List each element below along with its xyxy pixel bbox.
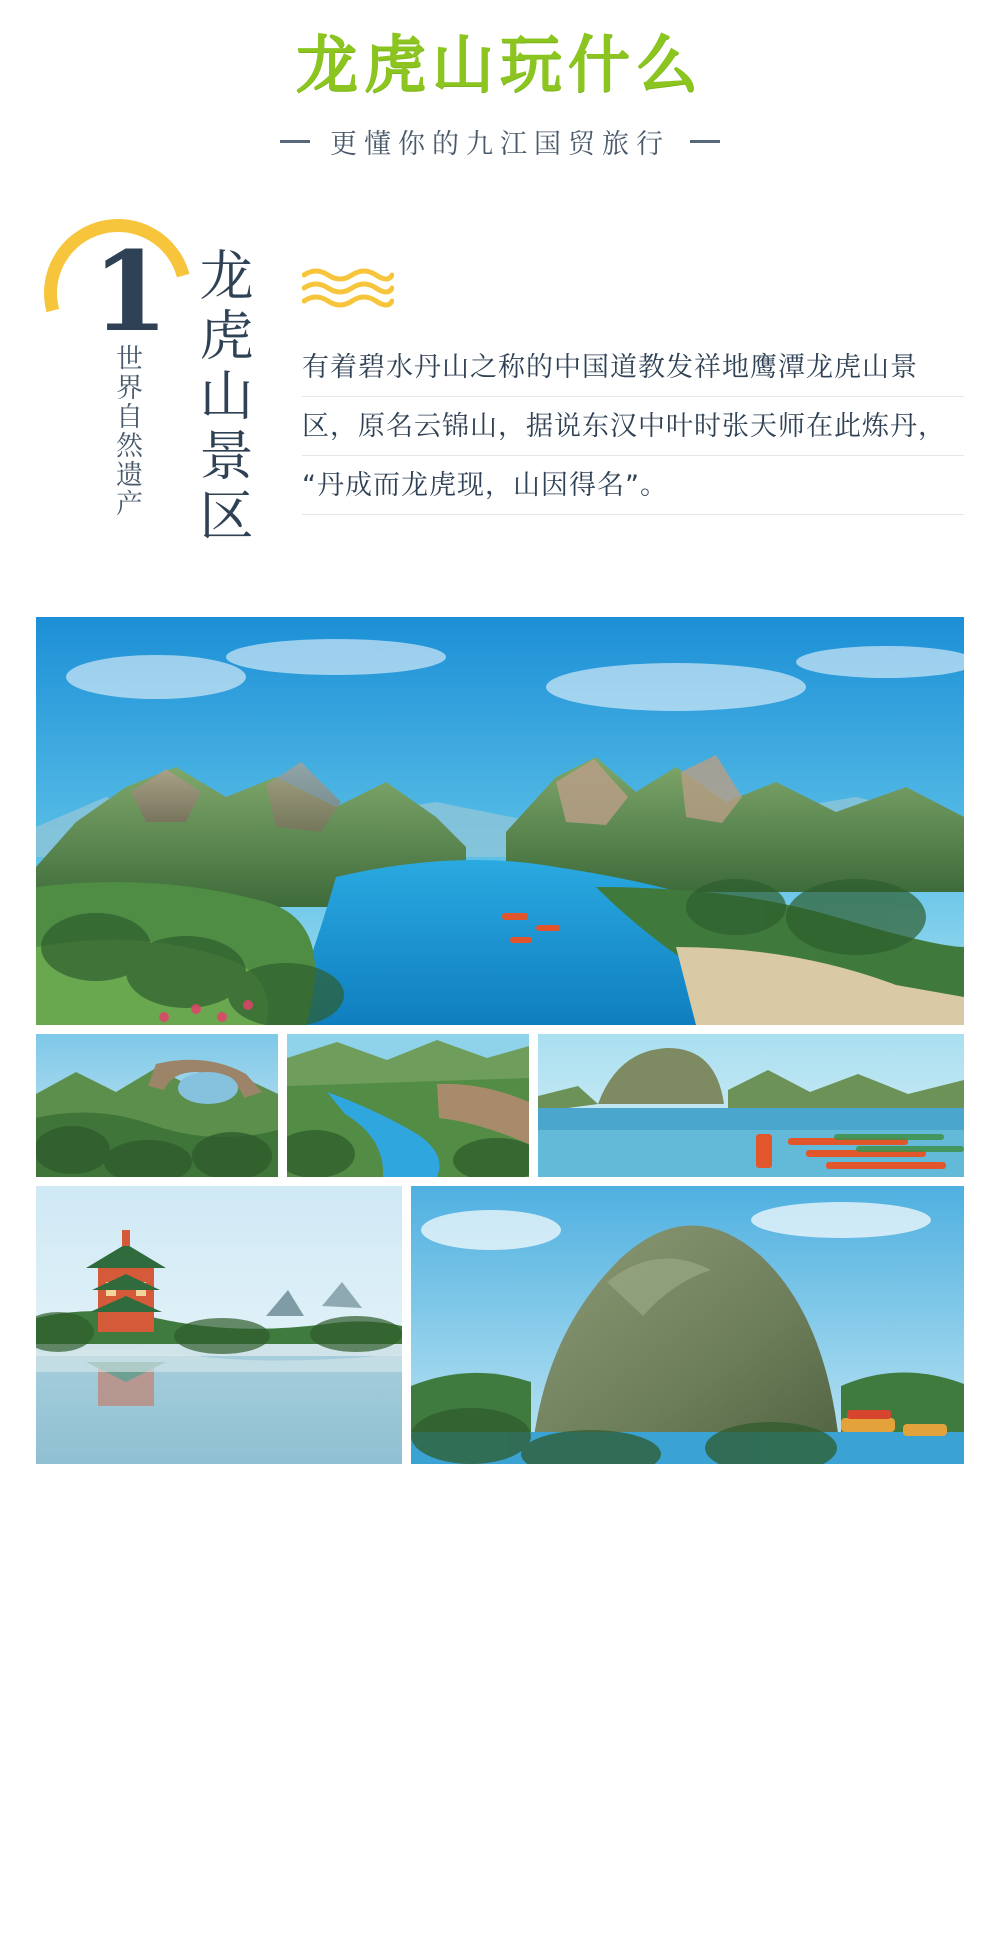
section-vertical-caption: 世界自然遗产 bbox=[111, 343, 142, 518]
section-paragraph: 有着碧水丹山之称的中国道教发祥地鹰潭龙虎山景区，原名云锦山，据说东汉中叶时张天师在此炼丹，“丹成而龙虎现，山因得名”。 bbox=[302, 338, 964, 516]
photo-thumb-xiangbishan bbox=[36, 1034, 278, 1177]
divider-dash-left bbox=[280, 140, 310, 143]
photo-thumb-river-aerial bbox=[287, 1034, 529, 1177]
photo-gallery bbox=[0, 617, 1000, 1513]
section-heading bbox=[36, 209, 964, 587]
photo-hero-longhushan bbox=[36, 617, 964, 1025]
gallery-row-bottom bbox=[36, 1186, 964, 1464]
section-body bbox=[302, 267, 964, 516]
section-number-block bbox=[36, 209, 196, 539]
photo-rock-and-boats bbox=[411, 1186, 964, 1464]
section-one bbox=[0, 209, 1000, 587]
photo-thumb-bamboo-rafts bbox=[538, 1034, 964, 1177]
page-title: 龙虎山玩什么 bbox=[295, 28, 704, 101]
subtitle-row bbox=[0, 122, 1000, 161]
gallery-row-thumbs bbox=[36, 1034, 964, 1177]
gallery-row-hero bbox=[36, 617, 964, 1025]
page-header bbox=[0, 0, 1000, 161]
section-number: 1 bbox=[92, 226, 169, 356]
page-subtitle: 更懂你的九江国贸旅行 bbox=[330, 128, 670, 160]
photo-lakeside-pavilion bbox=[36, 1186, 402, 1464]
divider-dash-right bbox=[690, 140, 720, 143]
wave-icon bbox=[302, 267, 394, 311]
section-vertical-title: 龙虎山景区 bbox=[191, 246, 254, 547]
